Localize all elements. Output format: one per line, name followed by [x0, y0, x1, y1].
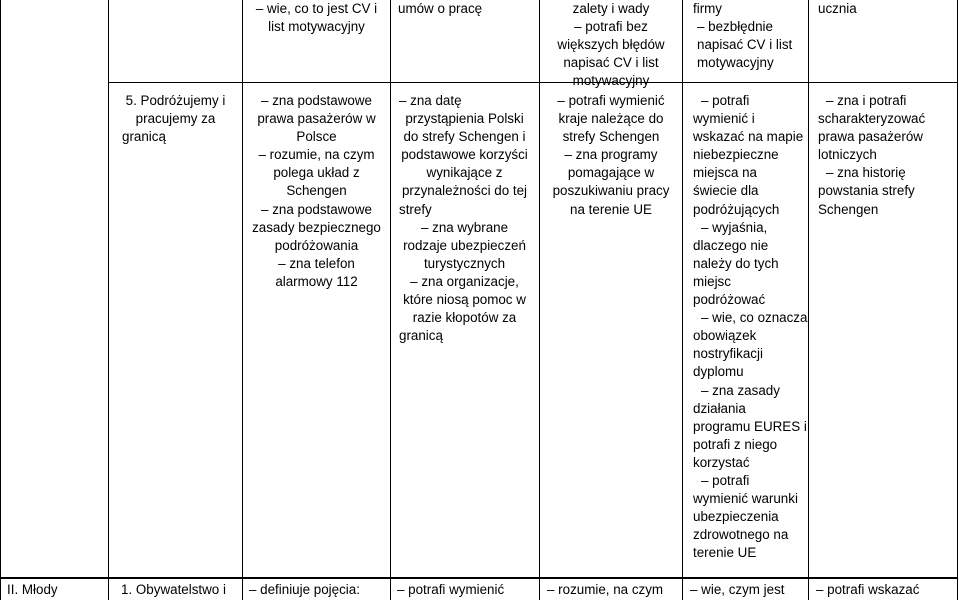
cell-line: strefy Schengen — [562, 129, 660, 145]
cell-line: powstania strefy — [818, 183, 915, 199]
cell-line: – wyjaśnia, — [701, 219, 768, 235]
cell-line: motywacyjny — [697, 55, 774, 71]
cell-line: programu EURES i — [693, 418, 807, 434]
cell-line: podstawowe korzyści — [401, 147, 528, 163]
cell-line: ucznia — [818, 1, 857, 16]
row2-col3-cell — [391, 92, 538, 345]
cell-line: potrafi z niego — [693, 436, 778, 452]
cell-line: zasady bezpiecznego — [252, 219, 381, 235]
cell-line: Polsce — [296, 129, 337, 145]
cell-line: poszukiwaniu pracy — [552, 183, 670, 199]
bottom-row-col6: – potrafi wskazać — [816, 582, 920, 597]
cell-line: – zna zasady — [701, 382, 780, 398]
cell-line: – potrafi wymienić — [557, 93, 665, 108]
cell-line: – potrafi — [701, 93, 750, 108]
cell-line: miejsca na — [693, 165, 758, 181]
cell-line: działania — [693, 400, 746, 416]
cell-line: kraje należące do — [558, 111, 664, 127]
cell-line: wymienić warunki — [693, 491, 798, 507]
cell-line: – rozumie, na czym — [258, 147, 375, 163]
cell-line: nostryfikacji — [693, 346, 763, 362]
cell-line: – zna historię — [826, 165, 906, 181]
cell-line: terenie UE — [693, 545, 757, 561]
row1-col3-cell — [398, 0, 538, 18]
cell-line: – potrafi — [701, 472, 750, 488]
cell-line: turystycznych — [423, 255, 506, 271]
column-divider-5 — [682, 0, 683, 600]
bottom-row-col0: II. Młody — [7, 582, 58, 597]
cell-line: – wie, co oznacza — [701, 310, 808, 326]
cell-line: przystąpienia Polski — [405, 111, 524, 127]
cell-line: świecie dla — [693, 183, 759, 199]
cell-line: motywacyjny — [572, 73, 650, 89]
cell-line: przynależności do tej — [401, 183, 528, 199]
table-border-left — [0, 0, 1, 600]
row2-col6-cell — [818, 92, 956, 219]
cell-line: list motywacyjny — [268, 19, 365, 35]
cell-line: – bezbłędnie — [697, 19, 773, 35]
cell-line: umów o pracę — [398, 1, 483, 16]
cell-line: wskazać na mapie — [693, 129, 804, 145]
cell-line: – wie, co to jest CV i — [255, 1, 378, 16]
cell-line: obowiązek — [693, 328, 757, 344]
cell-line: podróżujących — [693, 201, 780, 217]
bottom-row-col5: – wie, czym jest — [690, 582, 785, 597]
row1-col2-cell — [243, 0, 390, 36]
cell-line: należy do tych — [693, 255, 779, 271]
cell-line: pomagające w — [567, 165, 655, 181]
row1-col6-cell — [818, 0, 956, 18]
cell-line: dlaczego nie — [693, 237, 769, 253]
bottom-row-col3: – potrafi wymienić — [397, 582, 505, 597]
cell-line: – zna podstawowe — [261, 201, 372, 217]
cell-line: polega układ z — [273, 165, 360, 181]
cell-line: na terenie UE — [570, 201, 652, 217]
cell-line: do strefy Schengen i — [403, 129, 526, 145]
row2-topic-cell — [109, 92, 242, 146]
cell-line: miejsc — [693, 273, 731, 289]
column-divider-2 — [242, 0, 243, 600]
bottom-row-col2: – definiuje pojęcia: — [249, 582, 360, 597]
cell-line: które niosą pomoc w — [403, 292, 526, 308]
row2-col4-cell — [540, 92, 682, 219]
cell-line: napisać CV i list — [563, 55, 659, 71]
cell-line: napisać CV i list — [697, 37, 793, 53]
cell-line: – potrafi bez — [574, 19, 648, 35]
cell-line: lotniczych — [818, 147, 877, 163]
cell-line: korzystać — [693, 454, 750, 470]
column-divider-1 — [108, 0, 109, 600]
cell-line: alarmowy 112 — [275, 273, 358, 289]
cell-line: Schengen — [286, 183, 347, 199]
cell-line: niebezpieczne — [693, 147, 779, 163]
row1-col5-cell — [693, 0, 807, 72]
cell-line: – zna datę — [399, 93, 462, 108]
cell-line: rodzaje ubezpieczeń — [403, 237, 526, 253]
cell-line: – zna programy — [564, 147, 658, 163]
cell-line: podróżowania — [274, 237, 359, 253]
cell-line: podróżować — [693, 292, 766, 308]
cell-line: pracujemy za — [135, 111, 216, 127]
cell-line: prawa pasażerów w — [257, 111, 376, 127]
cell-line: – zna wybrane — [420, 219, 509, 235]
cell-line: dyplomu — [693, 364, 744, 380]
table-border-right — [957, 0, 958, 600]
cell-line: – zna i potrafi — [826, 93, 907, 108]
row2-col2-cell — [243, 92, 390, 291]
cell-line: prawa pasażerów — [818, 129, 923, 145]
cell-line: razie kłopotów za — [412, 310, 517, 326]
cell-line: scharakteryzować — [818, 111, 926, 127]
bottom-row-col1: 1. Obywatelstwo i — [121, 582, 226, 597]
cell-line: wymienić i — [693, 111, 755, 127]
cell-line: granicą — [122, 129, 166, 145]
cell-line: – zna podstawowe — [261, 93, 372, 108]
cell-line: strefy — [399, 201, 432, 217]
cell-line: Schengen — [818, 201, 879, 217]
cell-line: firmy — [693, 1, 723, 16]
cell-line: większych błędów — [557, 37, 665, 53]
cell-line: zdrowotnego na — [693, 527, 789, 543]
cell-line: ubezpieczenia — [693, 509, 779, 525]
cell-line: wynikające z — [426, 165, 503, 181]
cell-line: 5. Podróżujemy i — [125, 93, 226, 108]
cell-line: – zna telefon — [278, 255, 355, 271]
cell-line: – zna organizacje, — [410, 273, 519, 289]
bottom-row-col4: – rozumie, na czym — [547, 582, 664, 597]
row-divider-upper — [108, 82, 958, 83]
column-divider-6 — [808, 0, 809, 600]
cell-line: zalety i wady — [572, 1, 650, 16]
row2-col5-cell — [693, 92, 807, 562]
row1-col4-cell — [540, 0, 682, 90]
cell-line: granicą — [399, 328, 443, 344]
row-divider-lower-2 — [0, 578, 958, 579]
